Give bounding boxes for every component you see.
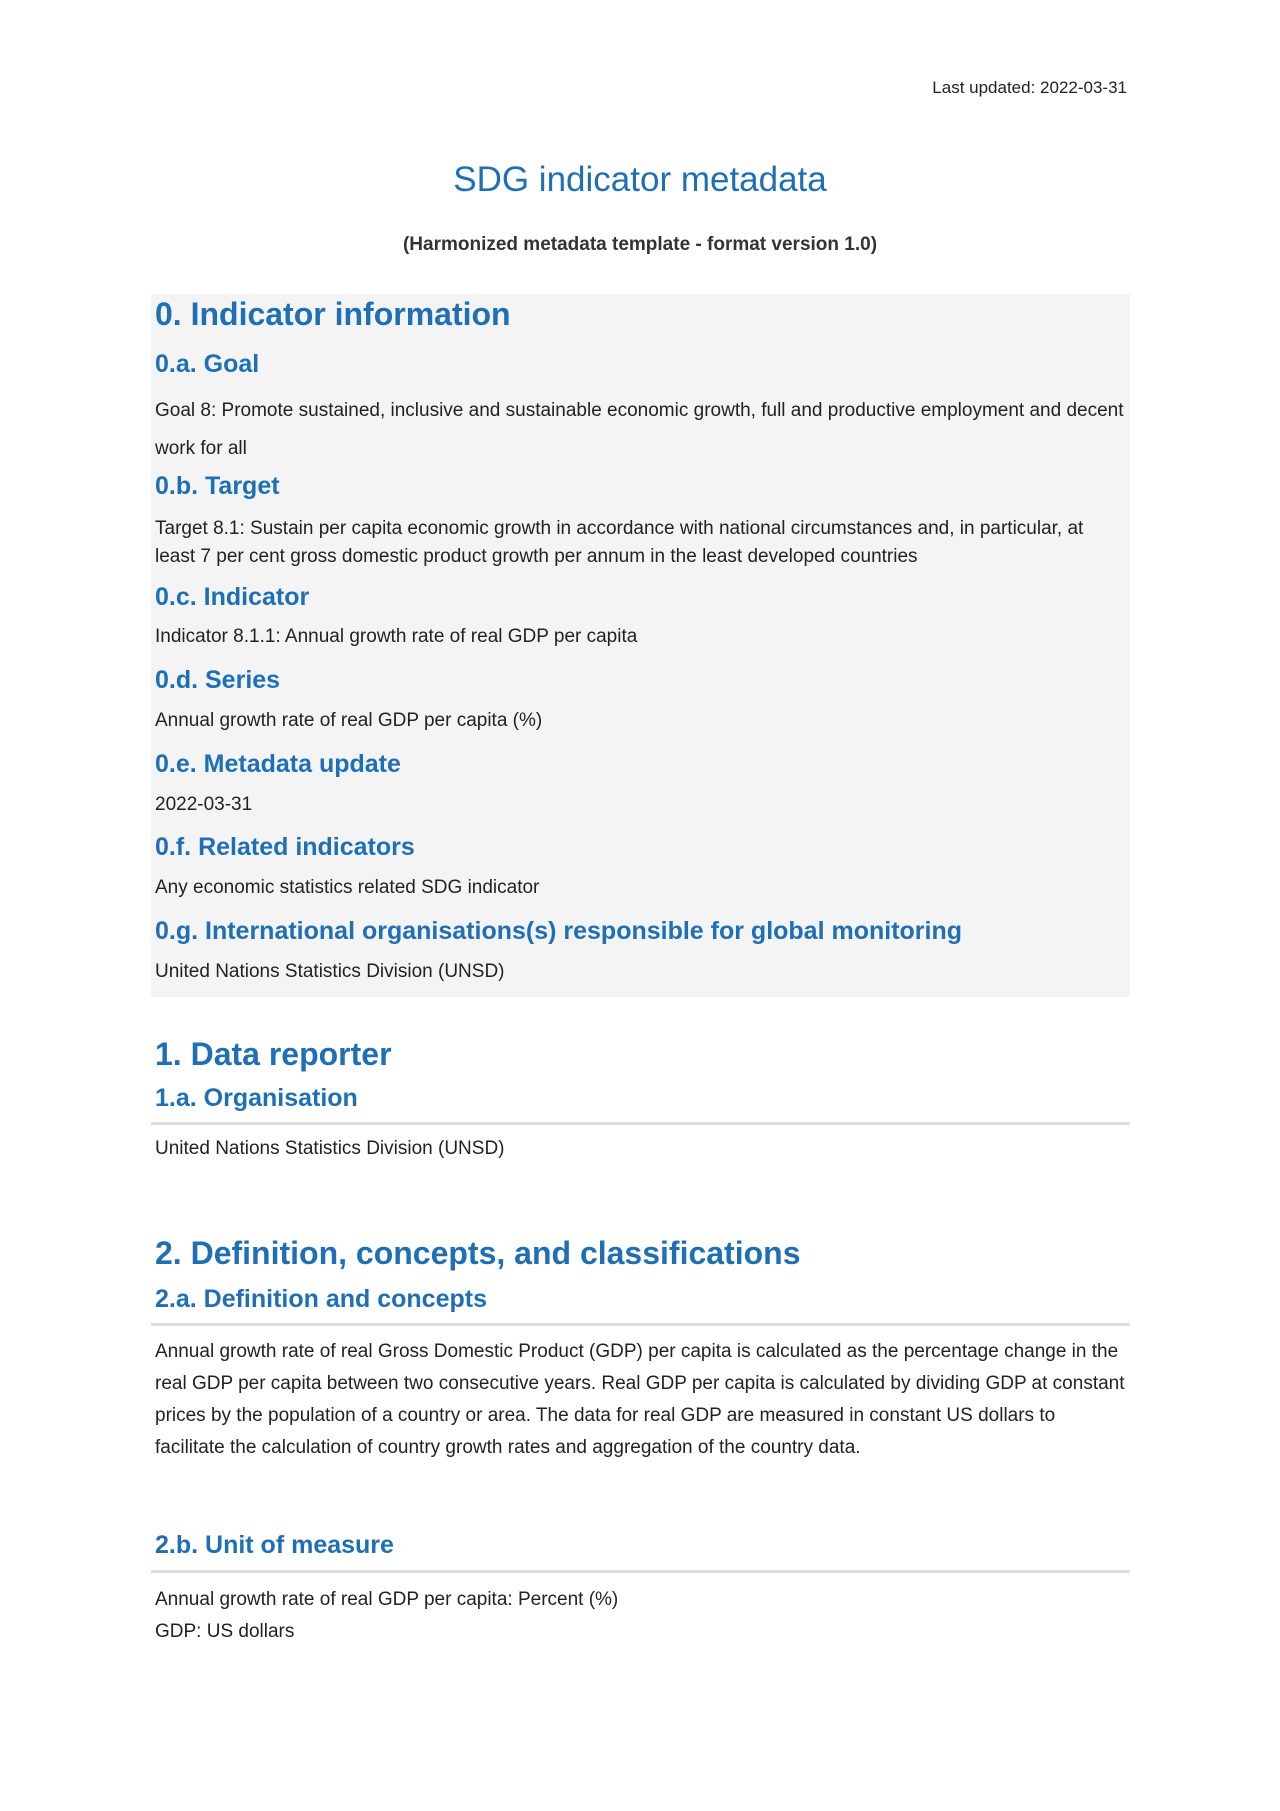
section-0-heading: 0. Indicator information [155, 296, 511, 332]
section-1-heading: 1. Data reporter [155, 1036, 392, 1072]
international-organisations-text: United Nations Statistics Division (UNSD) [155, 961, 505, 982]
series-text: Annual growth rate of real GDP per capita (%) [155, 710, 543, 731]
definition-text: Annual growth rate of real Gross Domestic Product (GDP) per capita is calculated as the percentage change in the real GDP per capita between two consecutive years. Real GDP per capita is calculated by dividing GDP at constant prices by the population of a country or area. The data for real GDP are measured in constant US dollars to facilitate the calculation of country growth rates and aggregation of the country data. [155, 1341, 1125, 1458]
related-indicators-heading: 0.f. Related indicators [155, 833, 415, 861]
definition-divider [151, 1323, 1130, 1326]
unit-of-measure-line-1: Annual growth rate of real GDP per capita: Percent (%) [155, 1589, 619, 1610]
organisation-text: United Nations Statistics Division (UNSD) [155, 1138, 505, 1159]
unit-of-measure-heading: 2.b. Unit of measure [155, 1531, 394, 1559]
target-text: Target 8.1: Sustain per capita economic growth in accordance with national circumstances and, in particular, at least 7 per cent gross domestic product growth per annum in the least developed countries [155, 518, 1084, 567]
page-title: SDG indicator metadata [453, 160, 827, 199]
definition-heading: 2.a. Definition and concepts [155, 1285, 487, 1313]
section-2-heading: 2. Definition, concepts, and classifications [155, 1235, 801, 1271]
goal-text: Goal 8: Promote sustained, inclusive and sustainable economic growth, full and productive employment and decent work for all [155, 400, 1124, 459]
indicator-heading: 0.c. Indicator [155, 583, 310, 611]
metadata-update-heading: 0.e. Metadata update [155, 750, 401, 778]
page-subtitle: (Harmonized metadata template - format version 1.0) [402, 234, 878, 255]
related-indicators-text: Any economic statistics related SDG indicator [155, 877, 540, 898]
international-organisations-heading: 0.g. International organisations(s) responsible for global monitoring [155, 917, 963, 945]
goal-heading: 0.a. Goal [155, 350, 260, 378]
unit-of-measure-line-2: GDP: US dollars [155, 1621, 295, 1642]
organisation-divider [151, 1122, 1130, 1125]
last-updated-label: Last updated: 2022-03-31 [932, 78, 1127, 97]
target-heading: 0.b. Target [155, 472, 280, 500]
series-heading: 0.d. Series [155, 666, 281, 694]
organisation-heading: 1.a. Organisation [155, 1084, 358, 1112]
unit-of-measure-divider [151, 1570, 1130, 1573]
metadata-update-text: 2022-03-31 [155, 794, 253, 815]
indicator-text: Indicator 8.1.1: Annual growth rate of real GDP per capita [155, 626, 638, 647]
